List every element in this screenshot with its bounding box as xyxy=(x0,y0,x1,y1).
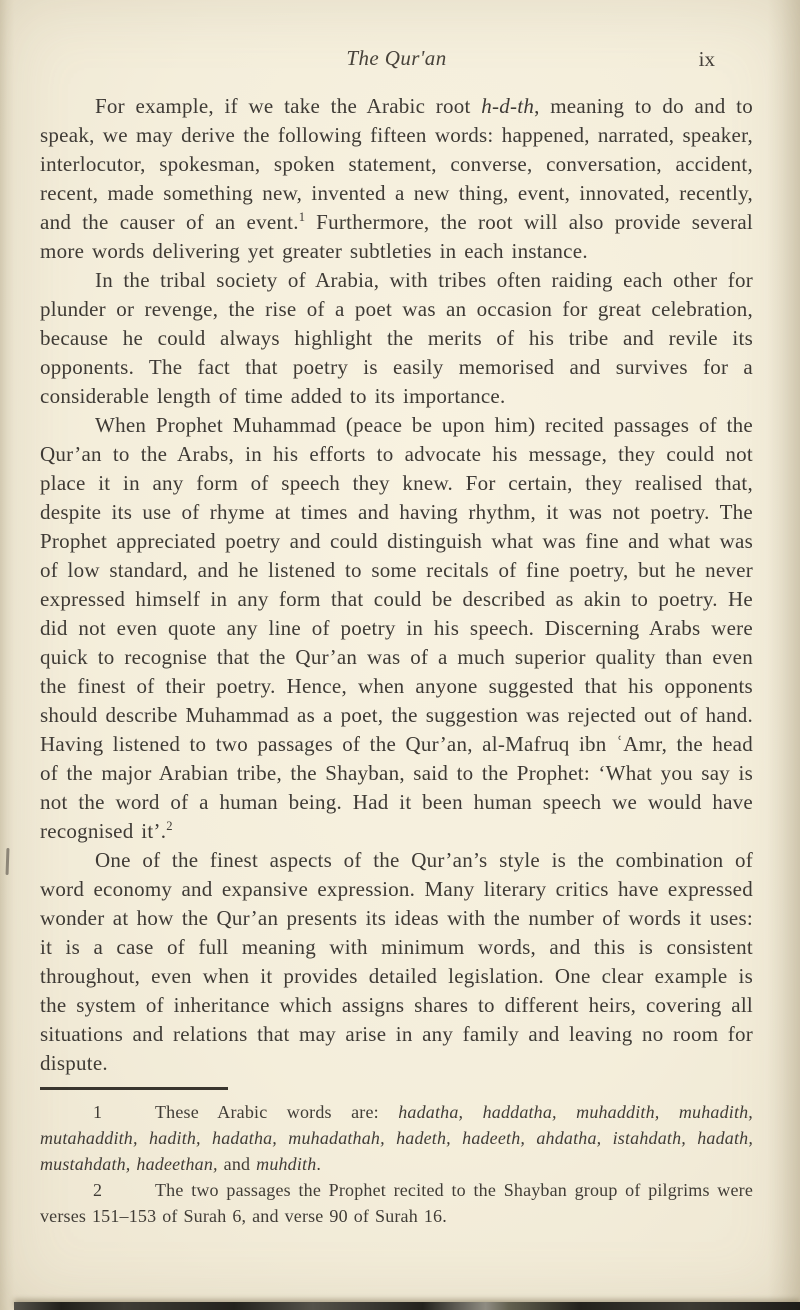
paragraph-4 xyxy=(40,846,753,1078)
page-number: ix xyxy=(698,47,715,71)
text-segment: Furthermore, the root will also provide several more words delivering yet greater subtleties in each instance. xyxy=(40,210,754,263)
page-content xyxy=(40,46,753,1229)
text-segment: For example, if we take the Arabic root xyxy=(95,94,482,118)
text-segment: hadatha, haddatha, muhaddith, muhadith, mutahaddith, hadith, hadatha, muhadathah, hadeth, hadeeth, ahdatha, istahdath, hadath, mustahdath, hadeethan, xyxy=(40,1102,753,1174)
footnote-reference: 1 xyxy=(298,210,306,224)
text-segment: , meaning to do and to speak, we may derive the following fifteen words: happened, narrated, speaker, interlocutor, spokesman, spoken statement, converse, conversation, accident, recent, made something new, invented a new thing, event, innovated, recently, and the causer of an event. xyxy=(40,94,753,234)
left-page-edge-shading xyxy=(0,0,16,1310)
paragraph-2 xyxy=(40,266,753,411)
scan-artifact-mark xyxy=(6,848,10,875)
footnote-1 xyxy=(40,1099,753,1177)
footnote-separator-rule xyxy=(40,1087,228,1090)
text-segment: h-d-th xyxy=(481,94,535,118)
paragraph-3 xyxy=(40,411,753,846)
paragraph-1 xyxy=(40,92,753,266)
text-segment: and xyxy=(217,1154,257,1174)
footnote-number: 2 xyxy=(93,1180,103,1200)
footnotes xyxy=(40,1099,753,1229)
body-text xyxy=(40,92,753,1078)
text-segment: In the tribal society of Arabia, with tribes often raiding each other for plunder or revenge, the rise of a poet was an occasion for great celebration, because he could always highlight the merits of his tribe and revile its opponents. The fact that poetry is easily memorised and survives for a considerable length of time added to its importance. xyxy=(40,268,753,408)
running-title: The Qur'an xyxy=(346,46,447,70)
right-page-edge-shading xyxy=(766,0,800,1310)
footnote-reference: 2 xyxy=(166,819,173,833)
bottom-scan-edge-bar xyxy=(14,1302,800,1310)
page-header xyxy=(40,46,753,76)
text-segment: One of the finest aspects of the Qur’an’s style is the combination of word economy and expansive expression. Many literary critics have expressed wonder at how the Qur’an presents its ideas with the number of words it uses: it is a case of full meaning with minimum words, and this is consistent throughout, even when it provides detailed legislation. One clear example is the system of inheritance which assigns shares to different heirs, covering all situations and relations that may arise in any family and leaving no room for dispute. xyxy=(40,848,753,1075)
footnote-2 xyxy=(40,1177,753,1229)
footnote-number: 1 xyxy=(93,1102,103,1122)
text-segment: muhdith xyxy=(256,1154,317,1174)
text-segment: The two passages the Prophet recited to the Shayban group of pilgrims were verses 151–153 of Surah 6, and verse 90 of Surah 16. xyxy=(40,1180,753,1226)
text-segment: . xyxy=(316,1154,322,1174)
text-segment: When Prophet Muhammad (peace be upon him) recited passages of the Qur’an to the Arabs, in his efforts to advocate his message, they could not place it in any form of speech they knew. For certain, they realised that, despite its use of rhyme at times and having rhythm, it was not poetry. The Prophet appreciated poetry and could distinguish what was fine and what was of low standard, and he listened to some recitals of fine poetry, but he never expressed himself in any form that could be described as akin to poetry. He did not even quote any line of poetry in his speech. Discerning Arabs were quick to recognise that the Qur’an was of a much superior quality than even the finest of their poetry. Hence, when anyone suggested that his opponents should describe Muhammad as a poet, the suggestion was rejected out of hand. Having listened to two passages of the Qur’an, al-Mafruq ibn ʿAmr, the head of the major Arabian tribe, the Shayban, said to the Prophet: ‘What you say is not the word of a human being. Had it been human speech we would have recognised it’. xyxy=(40,413,753,843)
text-segment: These Arabic words are: xyxy=(155,1102,399,1122)
